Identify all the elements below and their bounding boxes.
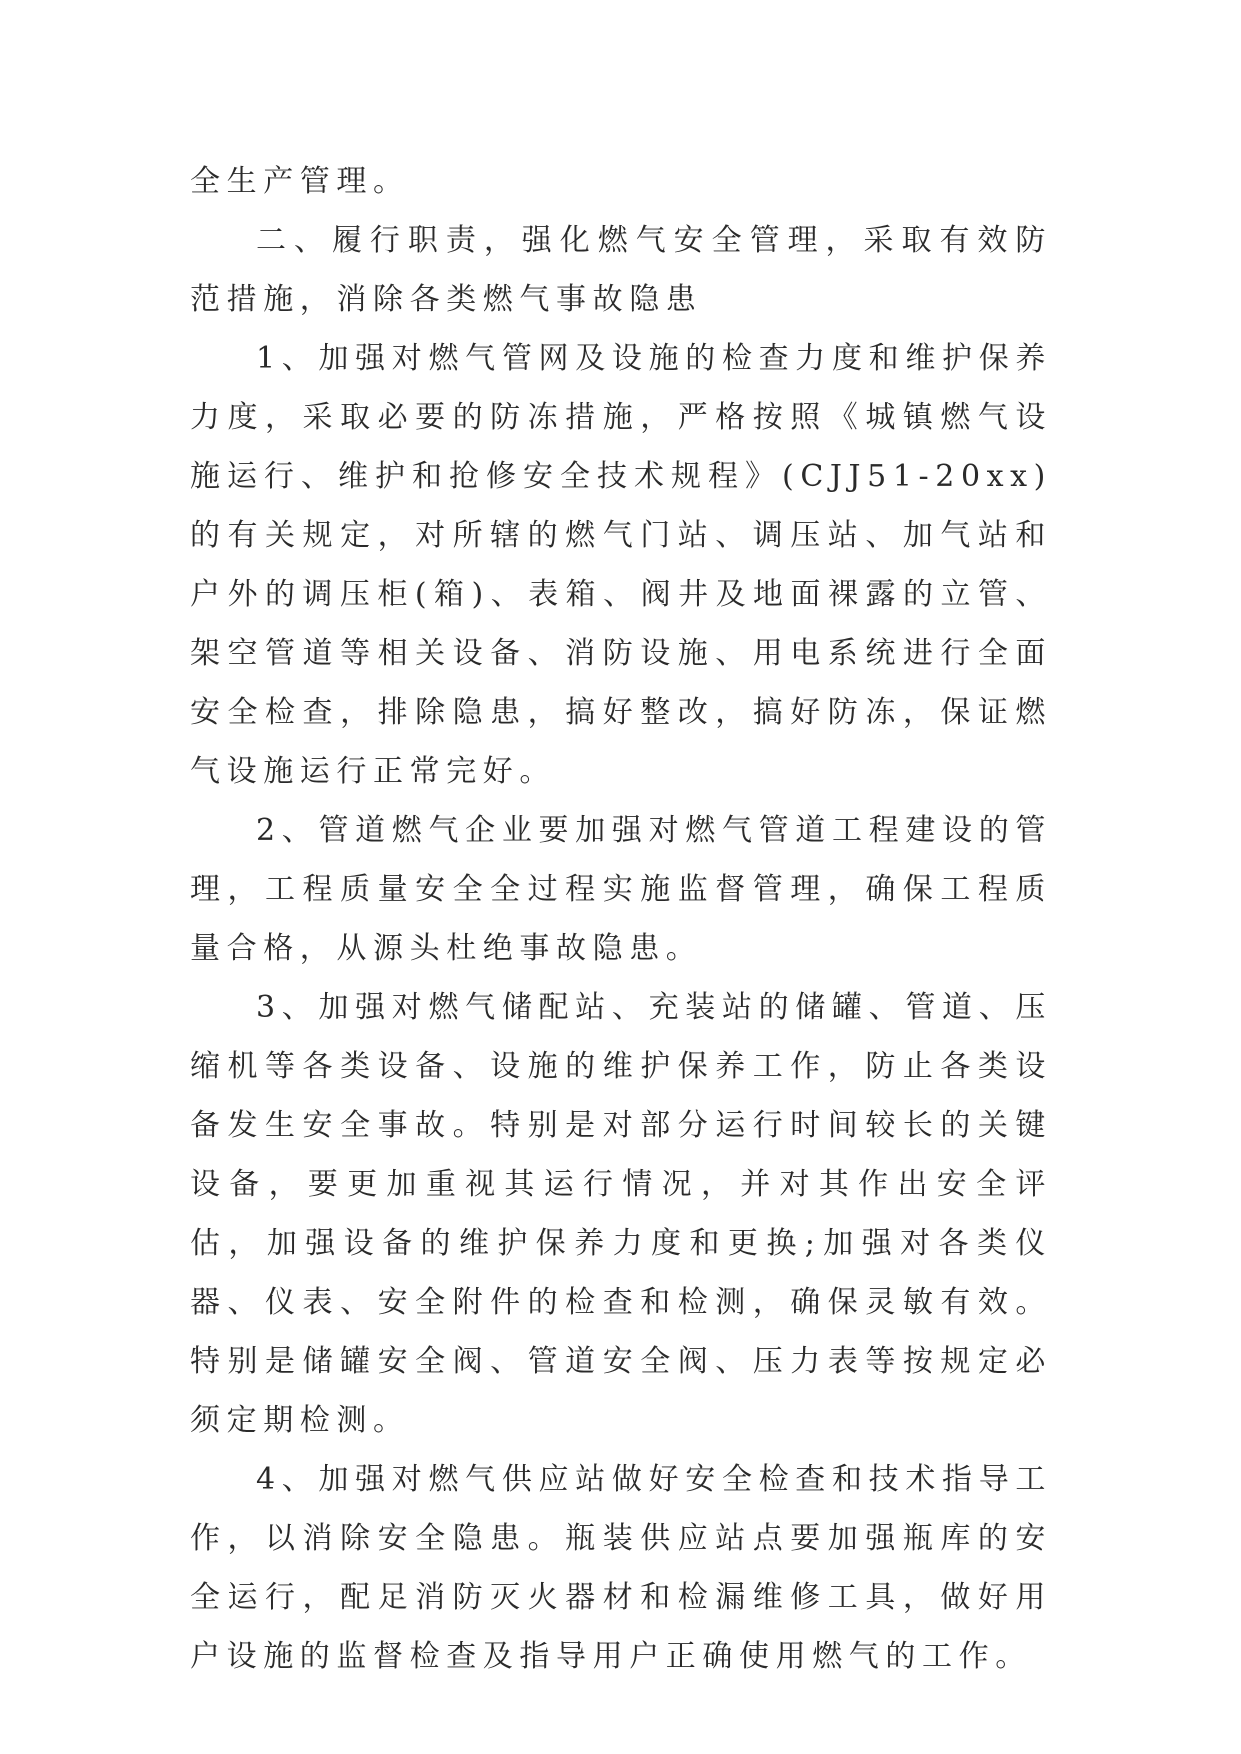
paragraph-item-4: 4、加强对燃气供应站做好安全检查和技术指导工作，以消除安全隐患。瓶装供应站点要加强瓶库的安全运行，配足消防灭火器材和检漏维修工具，做好用户设施的监督检查及指导用户正确使用燃气的工作。 (190, 1462, 1052, 1674)
paragraph-item-3: 3、加强对燃气储配站、充装站的储罐、管道、压缩机等各类设备、设施的维护保养工作，防止各类设备发生安全事故。特别是对部分运行时间较长的关键设备，要更加重视其运行情况，并对其作出安全评估，加强设备的维护保养力度和更换;加强对各类仪器、仪表、安全附件的检查和检测，确保灵敏有效。特别是储罐安全阀、管道安全阀、压力表等按规定必须定期检测。 (190, 990, 1052, 1438)
paragraph-continuation: 全生产管理。 (190, 164, 410, 199)
paragraph-section-heading: 二、履行职责，强化燃气安全管理，采取有效防范措施，消除各类燃气事故隐患 (190, 223, 1052, 317)
paragraph-item-1: 1、加强对燃气管网及设施的检查力度和维护保养力度，采取必要的防冻措施，严格按照《城镇燃气设施运行、维护和抢修安全技术规程》(CJJ51-20xx)的有关规定，对所辖的燃气门站、调压站、加气站和户外的调压柜(箱)、表箱、阀井及地面裸露的立管、架空管道等相关设备、消防设施、用电系统进行全面安全检查，排除隐患，搞好整改，搞好防冻，保证燃气设施运行正常完好。 (190, 341, 1052, 789)
document-body (190, 152, 1052, 1686)
paragraph-item-2: 2、管道燃气企业要加强对燃气管道工程建设的管理，工程质量安全全过程实施监督管理，确保工程质量合格，从源头杜绝事故隐患。 (190, 813, 1052, 966)
